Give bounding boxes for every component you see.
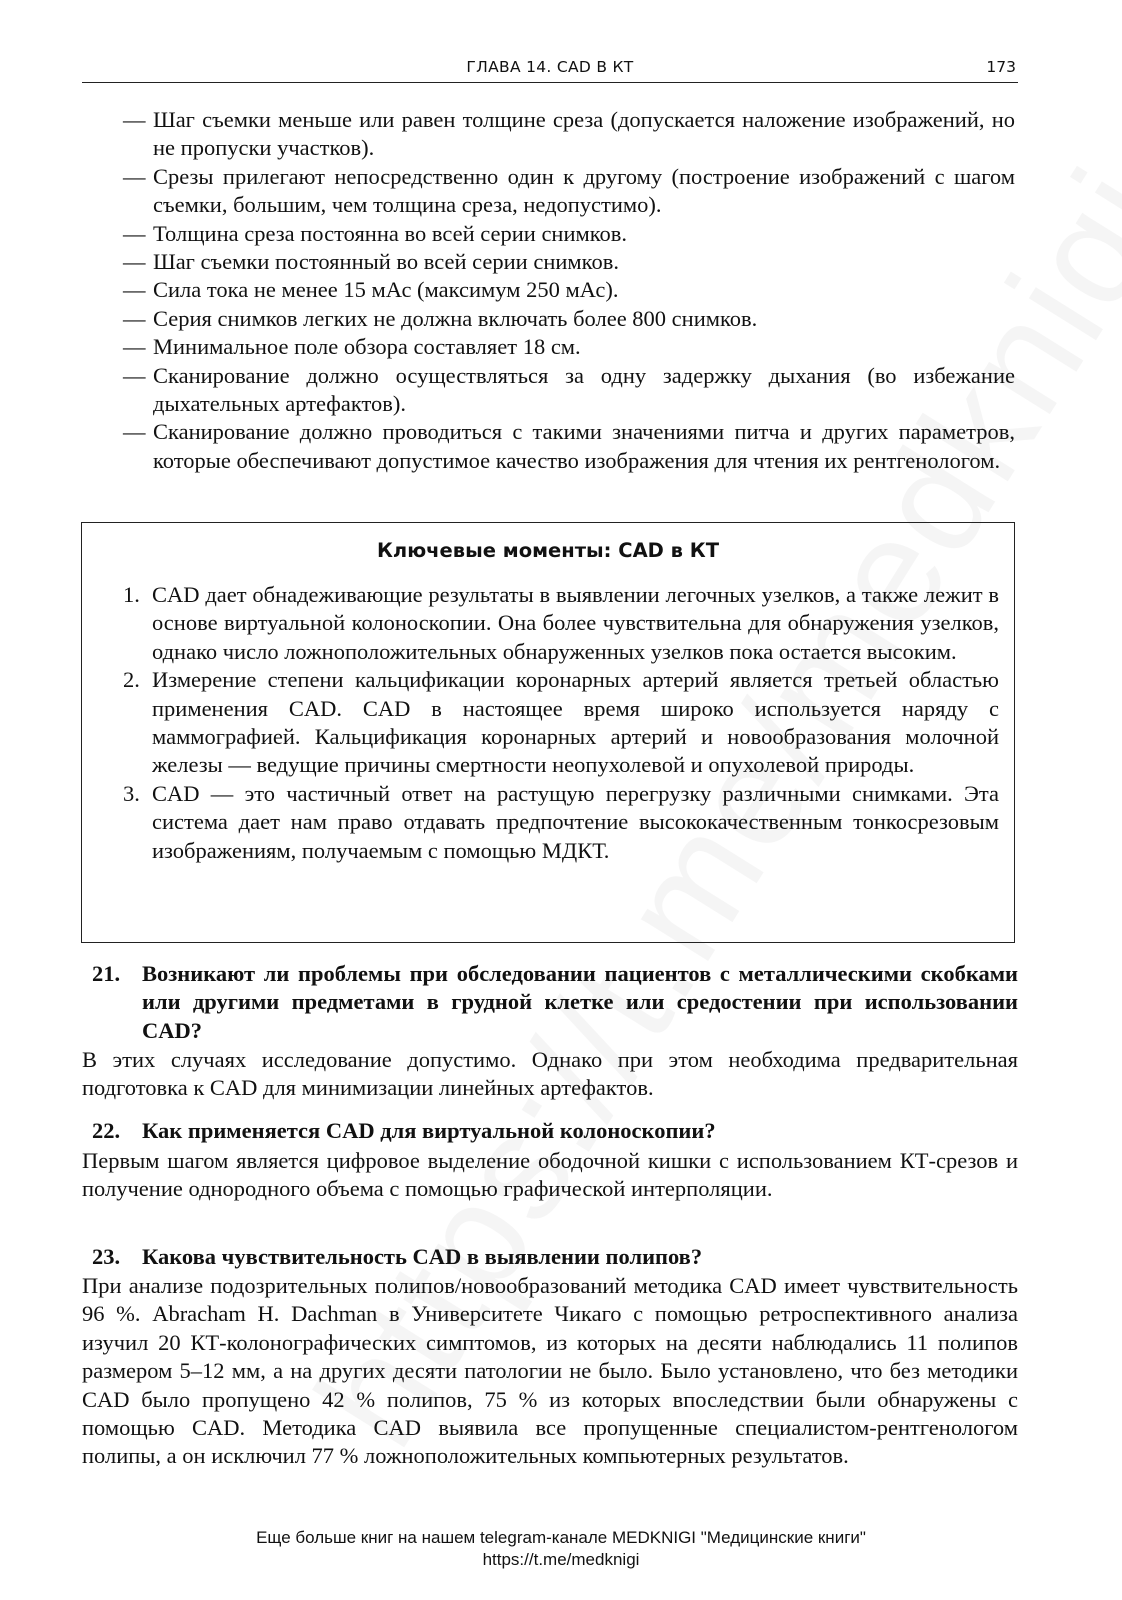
key-point-number: 2. xyxy=(123,667,140,693)
key-points-list xyxy=(123,581,999,865)
key-point-text: Измерение степени кальцификации коронарных артерий является третьей областью применения CAD. CAD в настоящее время широко используется наряду с маммографией. Кальцификация коронарных артерий и новообразования молочной железы — ведущие причины смертности неопухолевой и опухолевой природы. xyxy=(152,667,999,778)
list-item: — Шаг съемки меньше или равен толщине среза (допускается наложение изображений, но не пропуски участков). xyxy=(123,106,1015,163)
key-points-box xyxy=(81,522,1015,943)
key-point-number: 1. xyxy=(123,582,140,607)
requirements-list xyxy=(123,106,1015,475)
footer-promo: Еще больше книг на нашем telegram-канале MEDKNIGI "Медицинские книги" xyxy=(256,1528,866,1547)
question-number: 23. xyxy=(92,1244,121,1269)
list-item: — Минимальное поле обзора составляет 18 см. xyxy=(123,333,1015,361)
key-points-title: Ключевые моменты: CAD в КТ xyxy=(376,539,720,562)
question-22 xyxy=(92,1117,1018,1145)
list-item: — Сила тока не менее 15 мАс (максимум 250 мАс). xyxy=(123,276,1015,304)
key-point-text: CAD — это частичный ответ на растущую перегрузку различными снимками. Эта система дает нам право отдавать предпочтение высококачественным тонкосрезовым изображениям, получаемым с помощью МДКТ. xyxy=(152,780,999,863)
list-item: — Срезы прилегают непосредственно один к другому (построение изображений с шагом съемки, большим, чем толщина среза, недопустимо). xyxy=(123,163,1015,220)
list-item: — Сканирование должно проводиться с такими значениями питча и других параметров, которые обеспечивают допустимое качество изображения для чтения их рентгенологом. xyxy=(123,418,1015,475)
question-23 xyxy=(92,1243,1018,1271)
answer-23: При анализе подозрительных полипов/новообразований методика CAD имеет чувствительность 96 %. Abracham H. Dachman в Университете Чикаго с помощью ретроспективного анализа изучил 20 КТ-колонографических симптомов, из которых на десяти наблюдались 11 полипов размером 5–12 мм, а на других десяти патологии не было. Было установлено, что без методики CAD было пропущено 42 % полипов, 75 % из которых впоследствии были обнаружены с помощью CAD. Методика CAD выявила все пропущенные специалистом-рентгенологом полипы, а он исключил 77 % ложноположительных компьютерных результатов. xyxy=(82,1273,1018,1469)
key-point-item xyxy=(123,666,999,780)
list-item: — Толщина среза постоянна во всей серии снимков. xyxy=(123,220,1015,248)
question-text: Какова чувствительность CAD в выявлении полипов? xyxy=(142,1244,703,1269)
question-number: 22. xyxy=(92,1118,121,1143)
question-text: Возникают ли проблемы при обследовании пациентов с металлическими скобками или другими предметами в грудной клетке или средостении при использовании CAD? xyxy=(142,961,1018,1043)
answer-22: Первым шагом является цифровое выделение ободочной кишки с использованием КТ-срезов и получение однородного объема с помощью графической интерполяции. xyxy=(82,1148,1018,1202)
key-point-item xyxy=(123,780,999,865)
key-point-number: 3. xyxy=(123,780,140,806)
list-item: — Шаг съемки постоянный во всей серии снимков. xyxy=(123,248,1015,276)
key-point-text: CAD дает обнадеживающие результаты в выявлении легочных узелков, а также лежит в основе виртуальной колоноскопии. Она более чувствительна для обнаружения узелков, однако число ложноположительных обнаруженных узелков пока остается высоким. xyxy=(152,582,999,664)
key-point-item xyxy=(123,581,999,666)
question-21 xyxy=(92,960,1018,1045)
answer-21: В этих случаях исследование допустимо. Однако при этом необходима предварительная подготовка к CAD для минимизации линейных артефактов. xyxy=(82,1047,1018,1101)
chapter-title: ГЛАВА 14. CAD В КТ xyxy=(466,58,634,76)
footer-link[interactable]: https://t.me/medknigi xyxy=(482,1550,640,1569)
question-text: Как применяется CAD для виртуальной колоноскопии? xyxy=(142,1118,716,1143)
list-item: — Серия снимков легких не должна включать более 800 снимков. xyxy=(123,305,1015,333)
running-header xyxy=(82,56,1018,83)
page-number: 173 xyxy=(986,58,1016,76)
list-item: — Сканирование должно осуществляться за одну задержку дыхания (во избежание дыхательных артефактов). xyxy=(123,362,1015,419)
question-number: 21. xyxy=(92,961,121,986)
